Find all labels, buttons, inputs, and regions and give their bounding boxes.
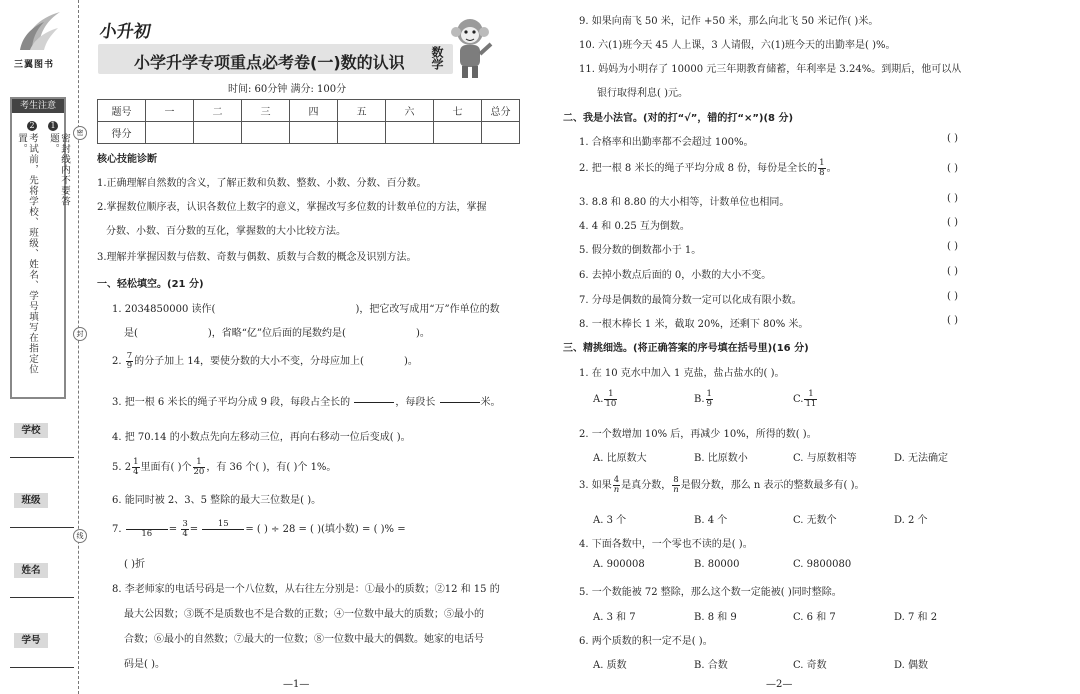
q3-text: 米。 <box>480 397 501 408</box>
score-header-cell: 三 <box>242 100 290 122</box>
q5-text: 里面有( )个 <box>140 462 192 473</box>
q5-text: ，有 36 个( )，有( )个 1%。 <box>206 462 337 473</box>
field-line-name[interactable] <box>10 597 74 598</box>
judge-q6: 6. 去掉小数点后面的 0，小数的大小不变。 <box>579 270 772 281</box>
field-label-name: 姓名 <box>14 563 48 578</box>
score-header-cell: 题号 <box>98 100 146 122</box>
choice-q5-option-d[interactable]: D. 7 和 2 <box>894 612 938 623</box>
q5-text: 5. <box>112 462 122 473</box>
score-cell[interactable] <box>338 122 386 144</box>
option-fraction <box>604 390 617 409</box>
option-den: 9 <box>706 399 712 409</box>
header-brand: 小升初 <box>98 22 153 42</box>
choice-q3 <box>579 476 864 495</box>
choice-q3-text: 3. 如果 <box>579 480 612 491</box>
monkey-mascot-icon <box>447 14 493 84</box>
q4-text: 4. 把 70.14 的小数点先向左移动三位，再向右移动一位后变成( )。 <box>112 432 411 443</box>
page-number-1: —1— <box>283 679 310 690</box>
q5-frac-den: 4 <box>133 467 139 477</box>
q8-line1: 8. 李老师家的电话号码是一个八位数，从右往左分别是：①最小的质数；②12 和 15 的 <box>112 584 500 595</box>
q2-fraction <box>126 352 133 371</box>
q11-line2: 银行取得利息( )元。 <box>597 88 688 99</box>
score-cell[interactable] <box>386 122 434 144</box>
seal-mark-1: 密 <box>73 126 87 140</box>
score-table <box>97 99 520 144</box>
q7-frac-den: 16 <box>141 529 153 539</box>
q2-frac-num: 7 <box>126 351 133 361</box>
choice-q3-option-a[interactable]: A. 3 个 <box>593 515 627 526</box>
seal-mark-2: 封 <box>73 327 87 341</box>
q1-text: )，省略“亿”位后面的尾数约是( <box>207 328 346 339</box>
q8-line4: 码是( )。 <box>124 659 165 670</box>
choice-q1-option-b[interactable] <box>694 390 714 409</box>
judge-q2-fraction <box>818 159 825 178</box>
option-den: 11 <box>805 399 817 409</box>
option-fraction <box>804 390 817 409</box>
judge-answer-8[interactable]: ( ) <box>947 315 958 326</box>
choice-q3-option-d[interactable]: D. 2 个 <box>894 515 928 526</box>
option-num: 1 <box>804 390 817 400</box>
choice-q2-option-d[interactable]: D. 无法确定 <box>894 453 949 464</box>
choice-q3-fraction <box>613 476 620 495</box>
judge-q2-den: 8 <box>819 168 825 178</box>
option-label: C. <box>793 394 804 405</box>
choice-q2: 2. 一个数增加 10% 后，再减少 10%，所得的数( )。 <box>579 429 817 440</box>
score-header-row <box>98 100 520 122</box>
field-label-class: 班级 <box>14 493 48 508</box>
q5-whole: 2 <box>124 462 132 473</box>
notice-title: 考生注意 <box>12 99 64 113</box>
judge-q2-text: 。 <box>826 163 837 174</box>
q7-text: = ( ) ÷ 28 = ( )(填小数) = ( )% = <box>245 524 406 535</box>
q8-line2: 最大公因数；③既不是质数也不是合数的正数；④一位数中最大的质数；⑤最小的 <box>124 609 484 620</box>
judge-q7: 7. 分母是偶数的最简分数一定可以化成有限小数。 <box>579 295 802 306</box>
choice-q3-option-b[interactable]: B. 4 个 <box>694 515 728 526</box>
q2-text: 2. <box>112 356 122 367</box>
choice-q5: 5. 一个数能被 72 整除，那么这个数一定能被( )同时整除。 <box>579 587 842 598</box>
q5-frac-num: 1 <box>133 457 139 467</box>
choice-q1-option-a[interactable] <box>593 390 618 409</box>
choice-q4: 4. 下面各数中，一个零也不读的是( )。 <box>579 539 753 550</box>
score-header-cell: 二 <box>194 100 242 122</box>
choice-q4-option-b[interactable]: B. 80000 <box>694 559 740 570</box>
judge-q4: 4. 4 和 0.25 互为倒数。 <box>579 221 690 232</box>
q7-frac-num: 3 <box>182 519 188 529</box>
q7-text: = <box>168 524 178 535</box>
judge-q2-text: 2. 把一根 8 米长的绳子平均分成 8 份，每份是全长的 <box>579 163 818 174</box>
option-label: B. <box>694 394 705 405</box>
score-cell[interactable] <box>290 122 338 144</box>
q7-fraction-blank[interactable] <box>202 520 244 539</box>
diagnosis-item: 3.理解并掌握因数与倍数、奇数与偶数、质数与合数的概念及识别方法。 <box>97 252 417 263</box>
q8-line3: 合数；⑥最小的自然数；⑦最大的一位数；⑧一位数中最大的偶数。她家的电话号 <box>124 634 484 645</box>
sidebar <box>0 0 80 694</box>
judge-answer-6[interactable]: ( ) <box>947 266 958 277</box>
score-row <box>98 122 520 144</box>
diagnosis-item: 1.正确理解自然数的含义，了解正数和负数、整数、小数、分数、百分数。 <box>97 178 427 189</box>
q7-fraction <box>181 520 188 539</box>
q5-fraction2 <box>193 458 206 477</box>
score-cell[interactable] <box>482 122 520 144</box>
frac-den: n <box>673 485 679 495</box>
judge-answer-4[interactable]: ( ) <box>947 217 958 228</box>
option-fraction <box>706 390 713 409</box>
page-title: 小学升学专项重点必考卷(一)数的认识 <box>134 53 405 72</box>
frac-den: n <box>613 485 620 495</box>
choice-q2-option-c[interactable]: C. 与原数相等 <box>793 453 857 464</box>
field-line-id[interactable] <box>10 667 74 668</box>
choice-q2-option-b[interactable]: B. 比原数小 <box>694 453 748 464</box>
score-row-label: 得分 <box>98 122 146 144</box>
subject-label: 数学 <box>430 46 444 70</box>
frac-num: 8 <box>673 475 679 485</box>
score-header-cell: 总分 <box>482 100 520 122</box>
judge-answer-2[interactable]: ( ) <box>947 163 958 174</box>
judge-q2-num: 1 <box>819 158 825 168</box>
q6-text: 6. 能同时被 2、3、5 整除的最大三位数是( )。 <box>112 495 322 506</box>
judge-answer-7[interactable]: ( ) <box>947 291 958 302</box>
option-label: A. <box>593 394 604 405</box>
q1-line1 <box>112 300 500 315</box>
field-label-school: 学校 <box>14 423 48 438</box>
judge-answer-3[interactable]: ( ) <box>947 193 958 204</box>
choice-q2-option-a[interactable]: A. 比原数大 <box>593 453 647 464</box>
notice-badge-2: 2 <box>27 120 37 131</box>
q3-text: ，每段长 <box>395 397 436 408</box>
q1-text: )。 <box>415 328 430 339</box>
q2-text: 的分子加上 14，要使分数的大小不变，分母应加上( <box>134 356 364 367</box>
choice-q4-option-a[interactable]: A. 900008 <box>593 559 645 570</box>
brand-name: 三翼图书 <box>14 60 55 70</box>
choice-q4-option-c[interactable]: C. 9800080 <box>793 559 852 570</box>
score-header-cell: 六 <box>386 100 434 122</box>
choice-q6-option-d[interactable]: D. 偶数 <box>894 660 929 671</box>
q1-text: 是( <box>124 328 138 339</box>
diagnosis-item: 分数、小数、百分数的互化，掌握数的大小比较方法。 <box>106 226 346 237</box>
judge-q8: 8. 一根木棒长 1 米，截取 20%，还剩下 80% 米。 <box>579 319 809 330</box>
score-cell[interactable] <box>146 122 194 144</box>
frac-num: 4 <box>613 475 620 485</box>
score-header-cell: 一 <box>146 100 194 122</box>
score-header-cell: 五 <box>338 100 386 122</box>
choice-q6-option-b[interactable]: B. 合数 <box>694 660 728 671</box>
choice-q5-option-a[interactable]: A. 3 和 7 <box>593 612 636 623</box>
seal-line <box>78 0 79 694</box>
judge-q3: 3. 8.8 和 8.80 的大小相等，计数单位也相同。 <box>579 197 790 208</box>
choice-q6-option-c[interactable]: C. 奇数 <box>793 660 827 671</box>
q7-fraction-blank[interactable] <box>126 520 168 539</box>
q3-line <box>112 393 501 412</box>
q3-text: 3. 把一根 6 米长的绳子平均分成 9 段，每段占全长的 <box>112 397 351 408</box>
choice-q6: 6. 两个质数的积一定不是( )。 <box>579 636 713 647</box>
judge-answer-5[interactable]: ( ) <box>947 241 958 252</box>
q10-text: 10. 六(1)班今天 45 人上课，3 人请假，六(1)班今天的出勤率是( )%。 <box>579 40 896 51</box>
logo-icon <box>16 10 62 54</box>
notice-1: 密封线内不要答题。 <box>48 133 70 207</box>
notice-badge-1: 1 <box>48 120 58 131</box>
q7-text: = <box>189 524 199 535</box>
judge-q2 <box>579 159 837 178</box>
q9-text: 9. 如果向南飞 50 米，记作 +50 米，那么向北飞 50 米记作( )米。 <box>579 16 879 27</box>
q2-line <box>112 352 418 371</box>
choice-q1-option-c[interactable] <box>793 390 818 409</box>
option-num: 1 <box>706 389 712 399</box>
score-cell[interactable] <box>434 122 482 144</box>
option-den: 10 <box>605 399 617 409</box>
time-info: 时间: 60分钟 满分: 100分 <box>228 84 347 95</box>
q7-text: 7. <box>112 524 122 535</box>
q3-fraction-blank[interactable] <box>354 393 394 412</box>
q7-frac-den: 4 <box>182 529 188 539</box>
choice-q1: 1. 在 10 克水中加入 1 克盐，盐占盐水的( )。 <box>579 368 785 379</box>
q7-line <box>112 520 406 539</box>
q1-line2 <box>124 324 430 339</box>
q7-frac-num: 15 <box>202 520 244 530</box>
score-cell[interactable] <box>242 122 290 144</box>
choice-q3-fraction <box>672 476 679 495</box>
seal-mark-3: 线 <box>73 529 87 543</box>
choice-q3-text: 是假分数，那么 n 表示的整数最多有( )。 <box>680 480 865 491</box>
q3-fraction-blank[interactable] <box>440 393 480 412</box>
section3-title: 三、精挑细选。(将正确答案的序号填在括号里)(16 分) <box>563 343 809 354</box>
field-label-id: 学号 <box>14 633 48 648</box>
diagnosis-item: 2.掌握数位顺序表，认识各数位上数字的意义，掌握改写多位数的计数单位的方法，掌握 <box>97 202 487 213</box>
option-num: 1 <box>604 390 617 400</box>
q5-frac2-num: 1 <box>193 458 206 468</box>
q2-frac-den: 9 <box>126 361 133 371</box>
choice-q3-text: 是真分数， <box>621 480 672 491</box>
field-line-school[interactable] <box>10 457 74 458</box>
q2-text: )。 <box>403 356 418 367</box>
judge-answer-1[interactable]: ( ) <box>947 133 958 144</box>
q1-text: 1. 2034850000 读作( <box>112 304 216 315</box>
choice-q6-option-a[interactable]: A. 质数 <box>593 660 627 671</box>
section2-title: 二、我是小法官。(对的打“√”，错的打“×”)(8 分) <box>563 113 794 124</box>
choice-q5-option-c[interactable]: C. 6 和 7 <box>793 612 836 623</box>
q11-line1: 11. 妈妈为小明存了 10000 元三年期教育储蓄，年利率是 3.24%。到期后，他可以从 <box>579 64 962 75</box>
q5-fraction <box>132 458 139 477</box>
q7-line2: ( )折 <box>124 559 145 570</box>
q5-line <box>112 458 336 477</box>
diagnosis-title: 核心技能诊断 <box>97 154 157 165</box>
judge-q5: 5. 假分数的倒数都小于 1。 <box>579 245 702 256</box>
q5-frac2-den: 20 <box>193 467 205 477</box>
score-header-cell: 七 <box>434 100 482 122</box>
page-number-2: —2— <box>766 679 793 690</box>
score-cell[interactable] <box>194 122 242 144</box>
judge-q1: 1. 合格率和出勤率都不会超过 100%。 <box>579 137 754 148</box>
q1-text: )，把它改写成用“万”作单位的数 <box>355 304 500 315</box>
section1-title: 一、轻松填空。(21 分) <box>97 279 204 290</box>
score-header-cell: 四 <box>290 100 338 122</box>
notice-2: 考试前，先将学校、班级、姓名、学号填写在指定位置。 <box>16 133 38 375</box>
choice-q3-option-c[interactable]: C. 无数个 <box>793 515 837 526</box>
field-line-class[interactable] <box>10 527 74 528</box>
choice-q5-option-b[interactable]: B. 8 和 9 <box>694 612 737 623</box>
